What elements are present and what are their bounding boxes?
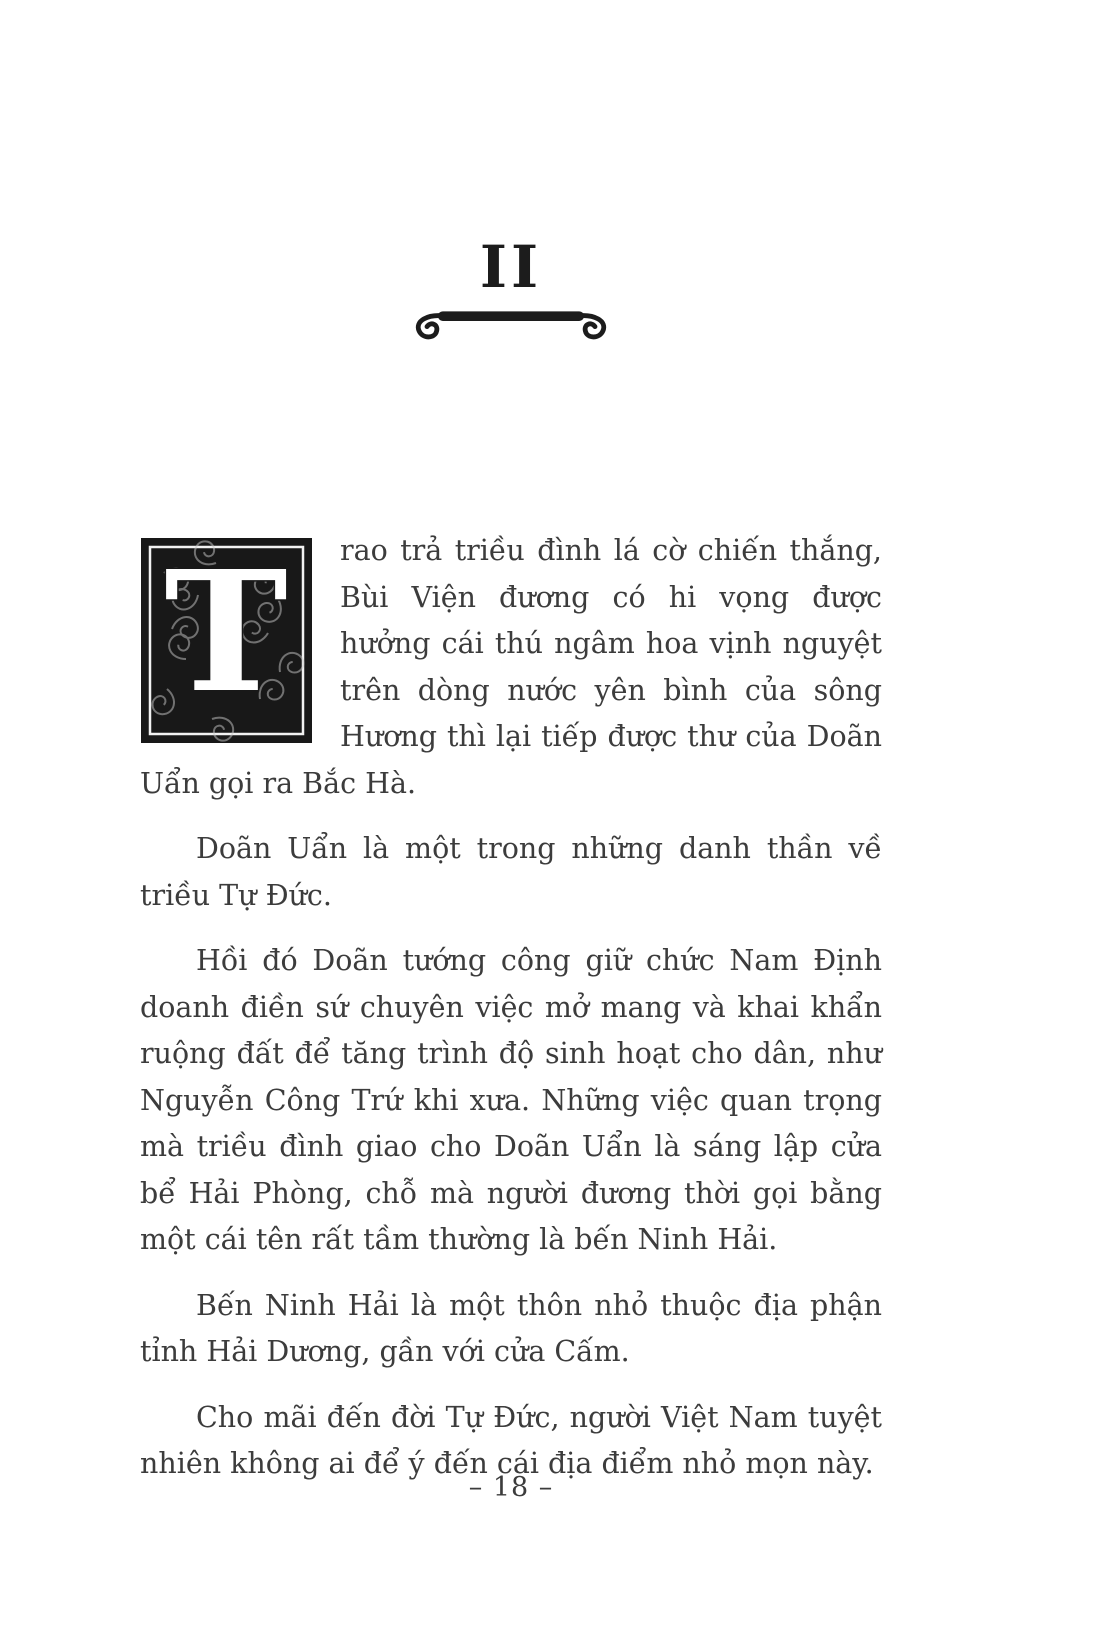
opening-paragraph	[140, 528, 882, 807]
paragraph: Hồi đó Doãn tướng công giữ chức Nam Định doanh điền sứ chuyên việc mở mang và khai khẩn ruộng đất để tăng trình độ sinh hoạt cho dân, như Nguyễn Công Trứ khi xưa. Những việc quan trọng mà triều đình giao cho Doãn Uẩn là sáng lập cửa bể Hải Phòng, chỗ mà người đương thời gọi bằng một cái tên rất tầm thường là bến Ninh Hải.	[140, 944, 882, 1256]
paragraph: Cho mãi đến đời Tự Đức, người Việt Nam tuyệt nhiên không ai để ý đến cái địa điểm nhỏ mọn này.	[140, 1400, 882, 1480]
page-number: – 18 –	[468, 1472, 554, 1503]
content-column	[140, 0, 882, 1488]
chapter-number: II	[479, 233, 543, 301]
paragraph-text: rao trả triều đình lá cờ chiến thắng, Bùi Viện đương có hi vọng được hưởng cái thú ngâm hoa vịnh nguyệt trên dòng nước yên bình của sông Hương thì lại tiếp được thư của Doãn Uẩn gọi ra Bắc Hà.	[140, 534, 882, 800]
chapter-heading	[140, 0, 882, 346]
drop-cap-frame-icon	[140, 537, 313, 744]
body-text	[140, 528, 882, 1488]
drop-cap-letter: T	[164, 537, 288, 730]
paragraph: Bến Ninh Hải là một thôn nhỏ thuộc địa phận tỉnh Hải Dương, gần với cửa Cấm.	[140, 1288, 882, 1368]
drop-cap	[140, 537, 313, 744]
scroll-divider-icon	[406, 302, 616, 346]
paragraph: Doãn Uẩn là một trong những danh thần về triều Tự Đức.	[140, 832, 882, 912]
